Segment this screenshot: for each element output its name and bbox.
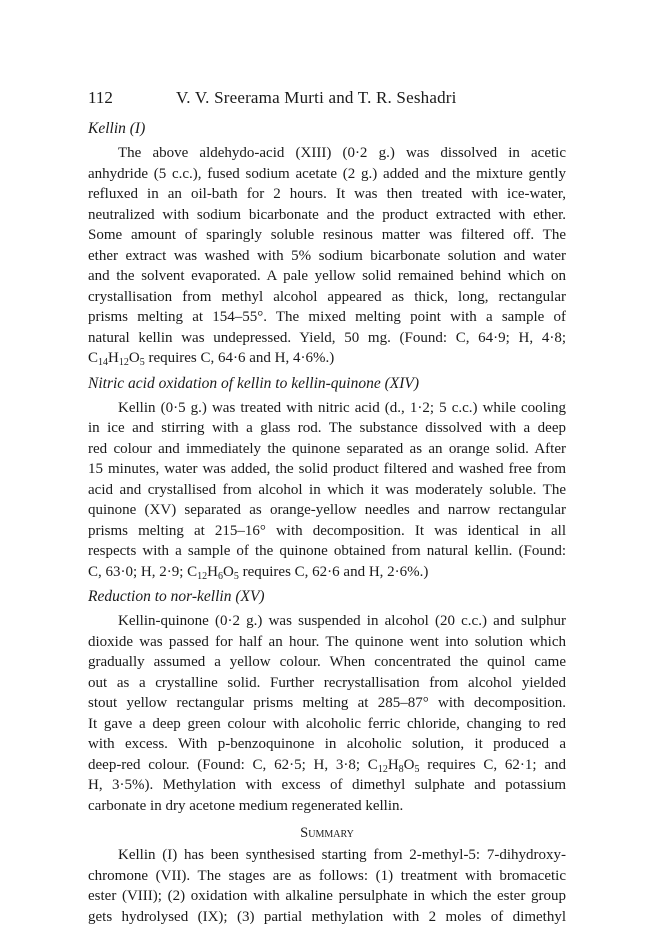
text-line: deep-red colour. (Found: C, 62·5; H, 3·8; $C_{12}H_8O_5$ requires C, 62·1; and xyxy=(88,755,566,776)
text-line: dioxide was passed for half an hour. The quinone went into solution which xyxy=(88,632,566,653)
text-line: ester (VIII); (2) oxidation with alkaline persulphate in which the ester group xyxy=(88,886,566,907)
author-line: V. V. Sreerama Murti and T. R. Seshadri xyxy=(176,88,457,108)
page-number: 112 xyxy=(88,88,113,108)
text-line: prisms melting at 154–55°. The mixed melting point with a sample of xyxy=(88,307,566,328)
section-heading: Reduction to nor-kellin (XV) xyxy=(88,587,566,607)
summary-paragraph xyxy=(88,845,566,927)
text-line: refluxed in an oil-bath for 2 hours. It was then treated with ice-water, xyxy=(88,184,566,205)
text-line: Kellin (I) has been synthesised starting from 2-methyl-5: 7-dihydroxy- xyxy=(88,845,566,866)
text-line: $C_{14}H_{12}O_5$ requires C, 64·6 and H, 4·6%.) xyxy=(88,348,566,369)
text-line: 15 minutes, water was added, the solid product filtered and washed free from xyxy=(88,459,566,480)
text-line: red colour and immediately the quinone separated as an orange solid. After xyxy=(88,439,566,460)
text-line: Some amount of sparingly soluble resinous matter was filtered off. The xyxy=(88,225,566,246)
running-header xyxy=(88,88,568,110)
section-paragraph xyxy=(88,143,566,369)
text-line: C, 63·0; H, 2·9; $C_{12}H_6O_5$ requires C, 62·6 and H, 2·6%.) xyxy=(88,562,566,583)
text-line: neutralized with sodium bicarbonate and the product extracted with ether. xyxy=(88,205,566,226)
text-line: stout yellow rectangular prisms melting at 285–87° with decomposition. xyxy=(88,693,566,714)
text-line: gets hydrolysed (IX); (3) partial methylation with 2 moles of dimethyl xyxy=(88,907,566,927)
text-line: The above aldehydo-acid (XIII) (0·2 g.) was dissolved in acetic xyxy=(88,143,566,164)
text-line: chromone (VII). The stages are as follows: (1) treatment with bromacetic xyxy=(88,866,566,887)
text-line: H, 3·5%). Methylation with excess of dimethyl sulphate and potassium xyxy=(88,775,566,796)
text-line: It gave a deep green colour with alcoholic ferric chloride, changing to red xyxy=(88,714,566,735)
text-line: acid and crystallised from alcohol in which it was moderately soluble. The xyxy=(88,480,566,501)
section-heading: Kellin (I) xyxy=(88,119,566,139)
text-line: Kellin-quinone (0·2 g.) was suspended in alcohol (20 c.c.) and sulphur xyxy=(88,611,566,632)
text-line: natural kellin was undepressed. Yield, 50 mg. (Found: C, 64·9; H, 4·8; xyxy=(88,328,566,349)
section-heading: Nitric acid oxidation of kellin to kellin-quinone (XIV) xyxy=(88,374,566,394)
text-line: gradually assumed a yellow colour. When concentrated the quinol came xyxy=(88,652,566,673)
text-line: with excess. With p-benzoquinone in alcoholic solution, it produced a xyxy=(88,734,566,755)
text-line: quinone (XV) separated as orange-yellow needles and narrow rectangular xyxy=(88,500,566,521)
text-line: out as a crystalline solid. Further recrystallisation from alcohol yielded xyxy=(88,673,566,694)
text-line: anhydride (5 c.c.), fused sodium acetate (2 g.) added and the mixture gently xyxy=(88,164,566,185)
text-line: ether extract was washed with 5% sodium bicarbonate solution and water xyxy=(88,246,566,267)
text-line: crystallisation from methyl alcohol appeared as thick, long, rectangular xyxy=(88,287,566,308)
text-line: and the solvent evaporated. A pale yellow solid remained behind which on xyxy=(88,266,566,287)
text-line: in ice and stirring with a glass rod. The substance dissolved with a deep xyxy=(88,418,566,439)
section-paragraph xyxy=(88,398,566,583)
article-body xyxy=(88,119,566,927)
summary-heading: Summary xyxy=(88,823,566,843)
text-line: prisms melting at 215–16° with decomposition. It was identical in all xyxy=(88,521,566,542)
text-line: respects with a sample of the quinone obtained from natural kellin. (Found: xyxy=(88,541,566,562)
section-paragraph xyxy=(88,611,566,816)
text-line: carbonate in dry acetone medium regenerated kellin. xyxy=(88,796,566,817)
text-line: Kellin (0·5 g.) was treated with nitric acid (d., 1·2; 5 c.c.) while cooling xyxy=(88,398,566,419)
section-spacer xyxy=(88,816,566,821)
